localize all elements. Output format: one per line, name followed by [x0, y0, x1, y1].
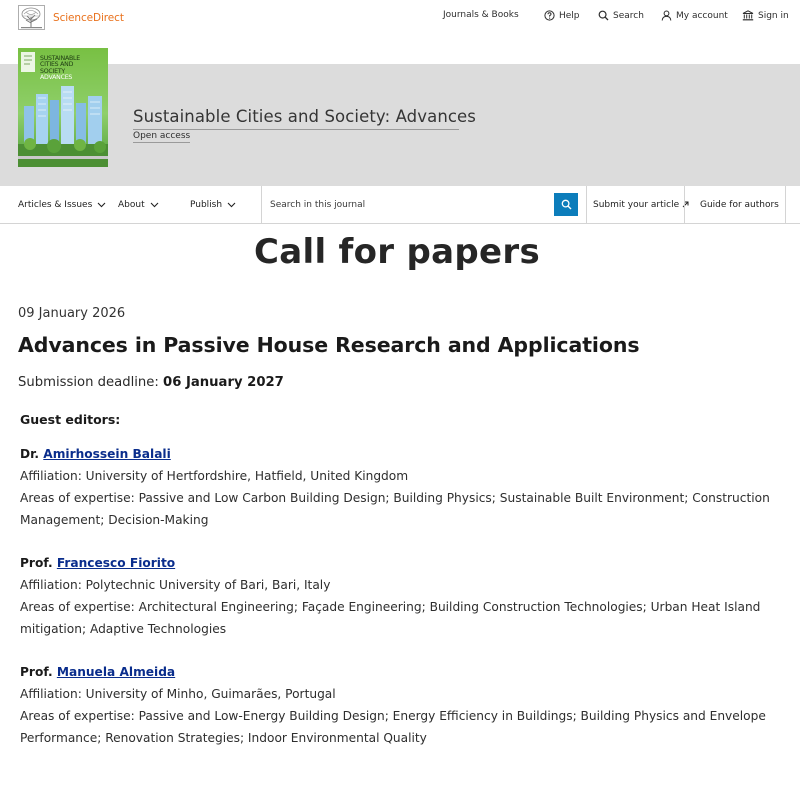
submit-article-link[interactable] — [593, 186, 689, 223]
journals-books-label: Journals & Books — [443, 10, 519, 20]
cover-line: SOCIETY — [40, 67, 66, 75]
editor-title: Prof. — [20, 665, 53, 679]
journals-books-link[interactable] — [443, 10, 519, 20]
editor-name-link[interactable]: Manuela Almeida — [56, 665, 176, 679]
chevron-down-icon — [227, 202, 236, 208]
guest-editor-card — [20, 552, 780, 640]
journal-nav-bar — [0, 186, 800, 224]
sign-in-label: Sign in — [758, 10, 789, 21]
publication-date: 09 January 2026 — [18, 306, 126, 321]
editor-affiliation: Affiliation: University of Hertfordshire, Hatfield, United Kingdom — [20, 469, 409, 483]
submit-article-label: Submit your article — [593, 199, 680, 210]
editor-name-line — [20, 552, 780, 574]
guide-for-authors-link[interactable] — [700, 186, 779, 223]
my-account-link[interactable] — [661, 10, 728, 21]
cover-line: CITIES AND — [40, 61, 74, 69]
search-icon — [598, 10, 609, 21]
nav-publish[interactable] — [190, 186, 236, 223]
sign-in-link[interactable] — [742, 10, 789, 21]
open-access-link[interactable]: Open access — [133, 131, 191, 141]
nav-publish-label: Publish — [190, 199, 223, 210]
editor-name-link[interactable]: Amirhossein Balali — [43, 447, 171, 461]
brand-name: ScienceDirect — [53, 11, 124, 24]
chevron-down-icon — [97, 202, 106, 208]
nav-articles-issues[interactable] — [18, 186, 106, 223]
editor-title: Prof. — [20, 556, 53, 570]
journal-title-link[interactable]: Sustainable Cities and Society: Advances — [133, 107, 476, 126]
editor-expertise: Areas of expertise: Passive and Low-Energy Building Design; Energy Efficiency in Buildings; Building Physics and Envelope Performance; Renovation Strategies; Indoor Environmental Quality — [20, 709, 766, 745]
special-issue-title: Advances in Passive House Research and Applications — [18, 333, 640, 357]
editor-name-link[interactable]: Francesco Fiorito — [56, 556, 176, 570]
deadline-label: Submission deadline: — [18, 375, 159, 390]
deadline-value: 06 January 2027 — [163, 375, 284, 390]
editor-title: Dr. — [20, 447, 40, 461]
editor-expertise: Areas of expertise: Architectural Engineering; Façade Engineering; Building Construction Technologies; Urban Heat Island mitigation; Adaptive Technologies — [20, 600, 761, 636]
help-label: Help — [559, 10, 580, 21]
submission-deadline — [18, 375, 284, 390]
nav-about[interactable] — [118, 186, 159, 223]
cover-line: SUSTAINABLE — [40, 55, 81, 62]
editor-expertise: Areas of expertise: Passive and Low Carbon Building Design; Building Physics; Sustainable Built Environment; Construction Management; Decision-Making — [20, 491, 770, 527]
journal-search-input[interactable] — [262, 186, 552, 223]
search-link[interactable] — [598, 10, 644, 21]
user-icon — [661, 10, 672, 21]
cover-subtitle: ADVANCES — [40, 74, 73, 82]
nav-articles-issues-label: Articles & Issues — [18, 199, 93, 210]
nav-divider — [785, 186, 786, 223]
guide-for-authors-label: Guide for authors — [700, 199, 779, 210]
editor-name-line — [20, 661, 780, 683]
nav-about-label: About — [118, 199, 145, 210]
journal-title-underline — [133, 129, 459, 130]
top-bar — [0, 0, 800, 36]
search-label: Search — [613, 10, 644, 21]
my-account-label: My account — [676, 10, 728, 21]
chevron-down-icon — [150, 202, 159, 208]
editor-affiliation: Affiliation: University of Minho, Guimarães, Portugal — [20, 687, 336, 701]
journal-cover-image[interactable] — [18, 48, 108, 167]
sciencedirect-home-link[interactable] — [18, 5, 124, 30]
guest-editor-card — [20, 661, 780, 749]
guest-editor-card — [20, 443, 780, 531]
page-heading: Call for papers — [254, 232, 540, 272]
nav-divider — [586, 186, 587, 223]
editor-affiliation: Affiliation: Polytechnic University of Bari, Bari, Italy — [20, 578, 331, 592]
help-link[interactable] — [544, 10, 580, 21]
editor-name-line — [20, 443, 780, 465]
journal-search-button[interactable] — [554, 193, 578, 216]
search-icon — [561, 199, 572, 210]
nav-divider — [684, 186, 685, 223]
elsevier-tree-logo — [18, 5, 45, 30]
cover-title — [40, 56, 104, 82]
institution-icon — [742, 10, 754, 21]
help-icon — [544, 10, 555, 21]
guest-editors-heading: Guest editors: — [20, 412, 121, 427]
